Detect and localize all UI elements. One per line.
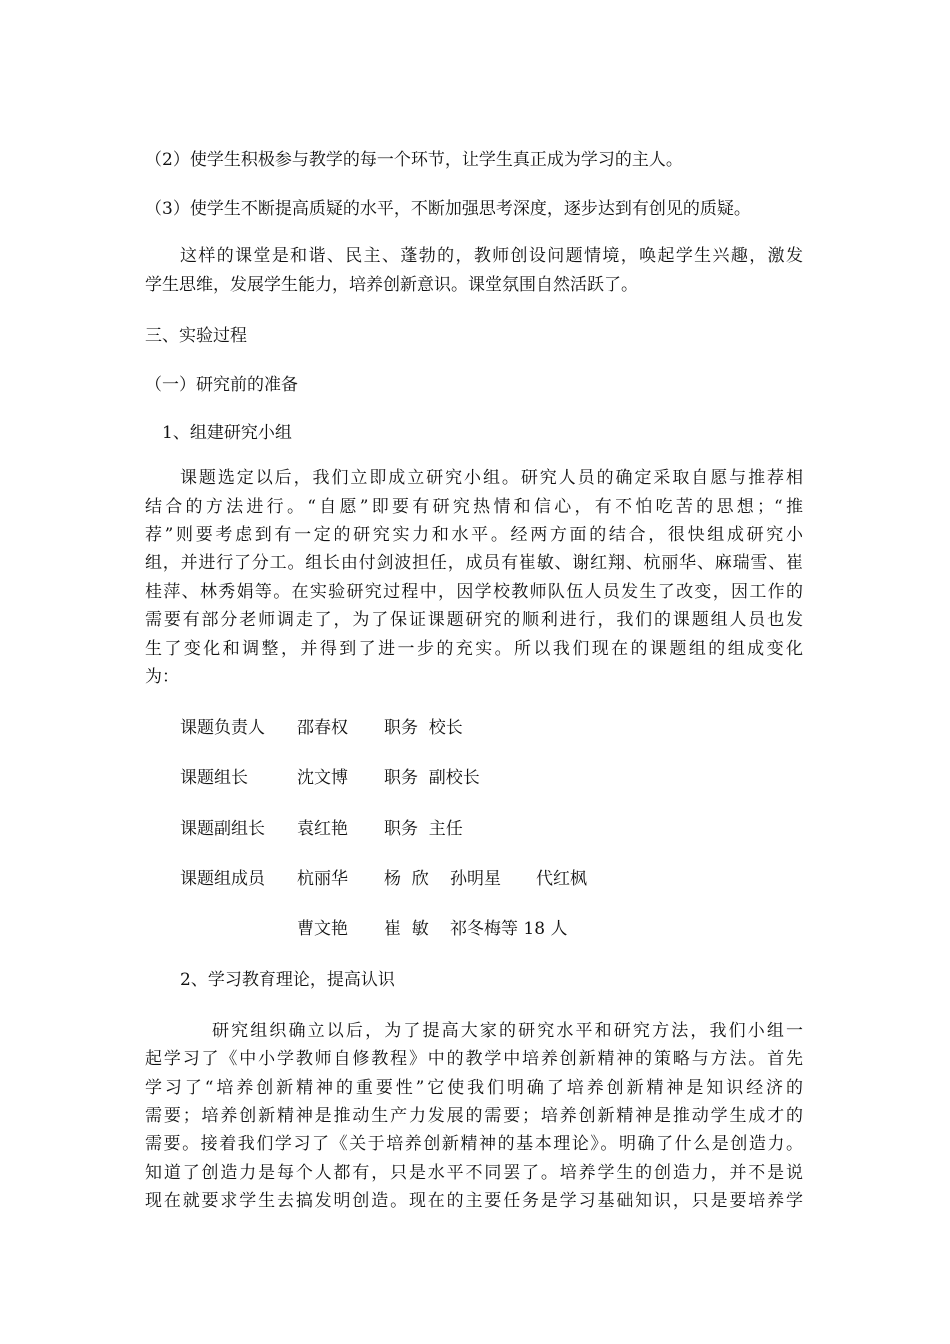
roster-role: 课题组长 <box>180 768 248 788</box>
roster-member: 崔 敏 <box>384 919 429 939</box>
roster-duty: 职务 副校长 <box>384 768 480 788</box>
step-heading: 2、学习教育理论，提高认识 <box>180 970 395 990</box>
subsection-heading: （一）研究前的准备 <box>145 375 298 395</box>
paragraph-line: 组，并进行了分工。组长由付剑波担任，成员有崔敏、谢红翔、杭丽华、麻瑞雪、崔 <box>145 553 803 573</box>
roster-role: 课题负责人 <box>180 718 265 738</box>
paragraph-line: 生了变化和调整，并得到了进一步的充实。所以我们现在的课题组的组成变化 <box>145 639 803 659</box>
roster-member: 代红枫 <box>536 869 587 889</box>
paragraph-line: 知道了创造力是每个人都有，只是水平不同罢了。培养学生的创造力，并不是说 <box>145 1163 803 1183</box>
list-item-3: （3）使学生不断提高质疑的水平，不断加强思考深度，逐步达到有创见的质疑。 <box>145 199 751 219</box>
paragraph-line: 课题选定以后，我们立即成立研究小组。研究人员的确定采取自愿与推荐相 <box>180 468 803 488</box>
roster-name: 邵春权 <box>297 718 348 738</box>
paragraph-line: 研究组织确立以后，为了提高大家的研究水平和研究方法，我们小组一 <box>212 1021 803 1041</box>
paragraph-line: 现在就要求学生去搞发明创造。现在的主要任务是学习基础知识，只是要培养学 <box>145 1191 803 1211</box>
paragraph-line: 需要。接着我们学习了《关于培养创新精神的基本理论》。明确了什么是创造力。 <box>145 1134 803 1154</box>
paragraph-line: 需要有部分老师调走了，为了保证课题研究的顺利进行，我们的课题组人员也发 <box>145 610 803 630</box>
paragraph-line: 这样的课堂是和谐、民主、蓬勃的，教师创设问题情境，唤起学生兴趣，激发 <box>180 246 803 266</box>
paragraph-line: 需要；培养创新精神是推动生产力发展的需要；培养创新精神是推动学生成才的 <box>145 1106 803 1126</box>
roster-member: 孙明星 <box>450 869 501 889</box>
roster-name: 沈文博 <box>297 768 348 788</box>
roster-member: 曹文艳 <box>297 919 348 939</box>
paragraph-line: 结合的方法进行。“自愿”即要有研究热情和信心，有不怕吃苦的思想；“推 <box>145 497 803 517</box>
paragraph-line: 学习了“培养创新精神的重要性”它使我们明确了培养创新精神是知识经济的 <box>145 1078 803 1098</box>
step-heading: 1、组建研究小组 <box>162 423 292 443</box>
paragraph-line: 学生思维，发展学生能力，培养创新意识。课堂氛围自然活跃了。 <box>145 275 638 295</box>
paragraph-line: 桂萍、林秀娟等。在实验研究过程中，因学校教师队伍人员发生了改变，因工作的 <box>145 582 803 602</box>
paragraph-line: 起学习了《中小学教师自修教程》中的教学中培养创新精神的策略与方法。首先 <box>145 1049 803 1069</box>
paragraph-line: 荐”则要考虑到有一定的研究实力和水平。经两方面的结合，很快组成研究小 <box>145 525 803 545</box>
roster-duty: 职务 主任 <box>384 819 463 839</box>
list-item-2: （2）使学生积极参与教学的每一个环节，让学生真正成为学习的主人。 <box>145 150 683 170</box>
roster-member: 祁冬梅等 18 人 <box>450 919 568 939</box>
roster-name: 袁红艳 <box>297 819 348 839</box>
roster-duty: 职务 校长 <box>384 718 463 738</box>
roster-role: 课题组成员 <box>180 869 265 889</box>
section-heading: 三、实验过程 <box>145 326 247 346</box>
roster-member: 杭丽华 <box>297 869 348 889</box>
roster-member: 杨 欣 <box>384 869 429 889</box>
paragraph-line: 为： <box>145 667 179 687</box>
roster-role: 课题副组长 <box>180 819 265 839</box>
